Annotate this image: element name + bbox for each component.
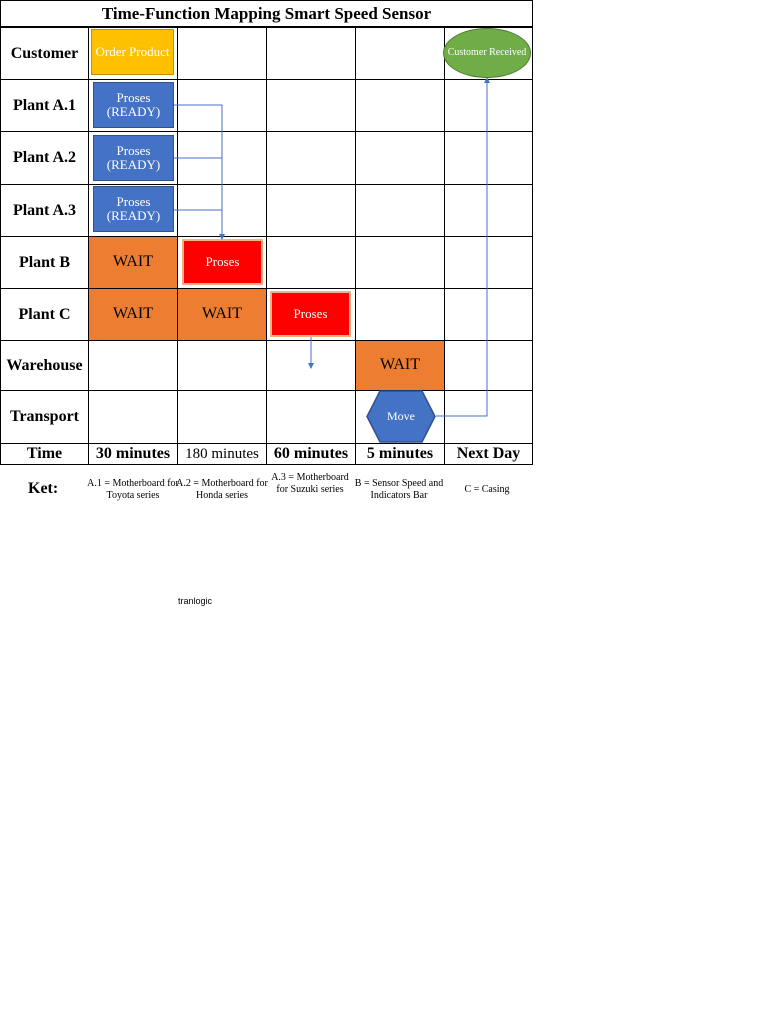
time-col-3: 60 minutes	[266, 443, 356, 465]
legend-item-a3: A.3 = Motherboard for Suzuki series	[271, 472, 349, 495]
row-label-time: Time	[0, 443, 89, 465]
row-label-plant-a2: Plant A.2	[0, 131, 89, 185]
warehouse-wait-box: WAIT	[356, 341, 444, 390]
row-label-plant-a1: Plant A.1	[0, 79, 89, 132]
legend-item-c: C = Casing	[464, 484, 510, 495]
connector-a1-to-b	[174, 105, 222, 237]
row-label-transport: Transport	[0, 390, 89, 444]
plant-b-wait-box: WAIT	[89, 237, 177, 288]
legend-item-a1: A.1 = Motherboard for Toyota series	[87, 478, 179, 501]
legend-item-a2: A.2 = Motherboard for Honda series	[176, 478, 268, 501]
time-col-5: Next Day	[444, 443, 533, 465]
row-label-warehouse: Warehouse	[0, 340, 89, 391]
plant-b-proses-box: Proses	[182, 239, 263, 285]
legend-item-b: B = Sensor Speed and Indicators Bar	[354, 478, 444, 501]
row-label-plant-c: Plant C	[0, 288, 89, 341]
plant-c-wait-box-1: WAIT	[89, 289, 177, 340]
plant-a2-proses-box: Proses (READY)	[93, 135, 174, 181]
plant-a1-proses-box: Proses (READY)	[93, 82, 174, 128]
plant-a3-proses-box: Proses (READY)	[93, 186, 174, 232]
row-label-plant-a3: Plant A.3	[0, 184, 89, 237]
footer-text: tranlogic	[178, 596, 213, 606]
row-label-plant-b: Plant B	[0, 236, 89, 289]
row-label-customer: Customer	[0, 27, 89, 80]
time-col-2: 180 minutes	[177, 443, 267, 465]
customer-received-ellipse: Customer Received	[443, 28, 531, 78]
legend-label: Ket:	[28, 480, 59, 497]
flow-connectors	[0, 0, 768, 480]
order-product-box: Order Product	[91, 29, 174, 75]
diagram-title: Time-Function Mapping Smart Speed Sensor	[0, 0, 533, 27]
plant-c-proses-box: Proses	[270, 291, 351, 337]
time-col-4: 5 minutes	[355, 443, 445, 465]
plant-c-wait-box-2: WAIT	[178, 289, 266, 340]
time-col-1: 30 minutes	[88, 443, 178, 465]
transport-move-label: Move	[387, 409, 415, 424]
connector-move-to-customer	[436, 80, 487, 416]
